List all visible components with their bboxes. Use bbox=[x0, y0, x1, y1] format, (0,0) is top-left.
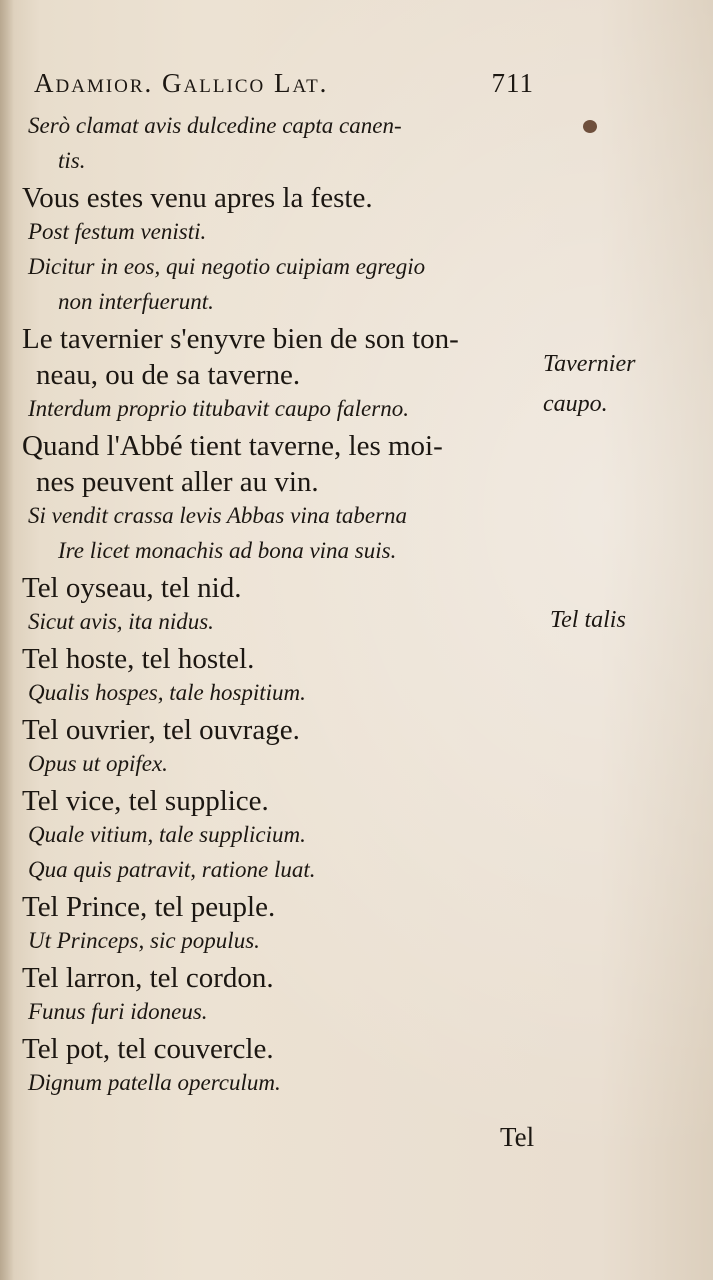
text-line: Le tavernier s'enyvre bien de son ton- bbox=[22, 323, 459, 355]
text-line: Si vendit crassa levis Abbas vina taberna bbox=[28, 503, 408, 528]
margin-note-tavernier: Tavernier bbox=[543, 351, 636, 377]
text-line: Qua quis patravit, ratione luat. bbox=[28, 857, 316, 882]
text-line: tis. bbox=[58, 148, 86, 173]
text-line: Dignum patella operculum. bbox=[28, 1070, 281, 1095]
running-header bbox=[34, 68, 534, 99]
text-line: Tel Prince, tel peuple. bbox=[22, 891, 276, 923]
text-line: Sicut avis, ita nidus. bbox=[28, 609, 214, 634]
page-number: 711 bbox=[491, 68, 534, 98]
text-line: Serò clamat avis dulcedine capta canen- bbox=[28, 113, 402, 138]
text-line: Post festum venisti. bbox=[28, 219, 207, 244]
margin-note-tel-talis: Tel talis bbox=[550, 607, 626, 633]
text-line: Vous estes venu apres la feste. bbox=[22, 182, 373, 214]
text-line: Quand l'Abbé tient taverne, les moi- bbox=[22, 430, 443, 462]
text-line: Tel pot, tel couvercle. bbox=[22, 1033, 274, 1065]
text-line: Opus ut opifex. bbox=[28, 751, 168, 776]
text-line: Funus furi idoneus. bbox=[28, 999, 208, 1024]
page-gutter-shadow bbox=[0, 0, 14, 1280]
text-line: Tel vice, tel supplice. bbox=[22, 785, 269, 817]
proverb-text-block bbox=[22, 112, 542, 1104]
margin-note-caupo: caupo. bbox=[543, 391, 608, 417]
text-line: Tel oyseau, tel nid. bbox=[22, 572, 242, 604]
text-line: Quale vitium, tale supplicium. bbox=[28, 822, 306, 847]
text-line: Tel ouvrier, tel ouvrage. bbox=[22, 714, 300, 746]
text-line: Ire licet monachis ad bona vina suis. bbox=[58, 538, 397, 563]
text-line: Tel hoste, tel hostel. bbox=[22, 643, 255, 675]
text-line: Dicitur in eos, qui negotio cuipiam egregio bbox=[28, 254, 426, 279]
ink-stain bbox=[583, 120, 597, 133]
running-title: Adamior. Gallico Lat. bbox=[34, 68, 329, 98]
text-line: neau, ou de sa taverne. bbox=[36, 359, 301, 391]
text-line: nes peuvent aller au vin. bbox=[36, 466, 319, 498]
text-line: Interdum proprio titubavit caupo falerno. bbox=[28, 396, 409, 421]
text-line: Ut Princeps, sic populus. bbox=[28, 928, 260, 953]
catchword: Tel bbox=[500, 1122, 535, 1152]
text-line: non interfuerunt. bbox=[58, 289, 214, 314]
text-line: Tel larron, tel cordon. bbox=[22, 962, 274, 994]
text-line: Qualis hospes, tale hospitium. bbox=[28, 680, 306, 705]
